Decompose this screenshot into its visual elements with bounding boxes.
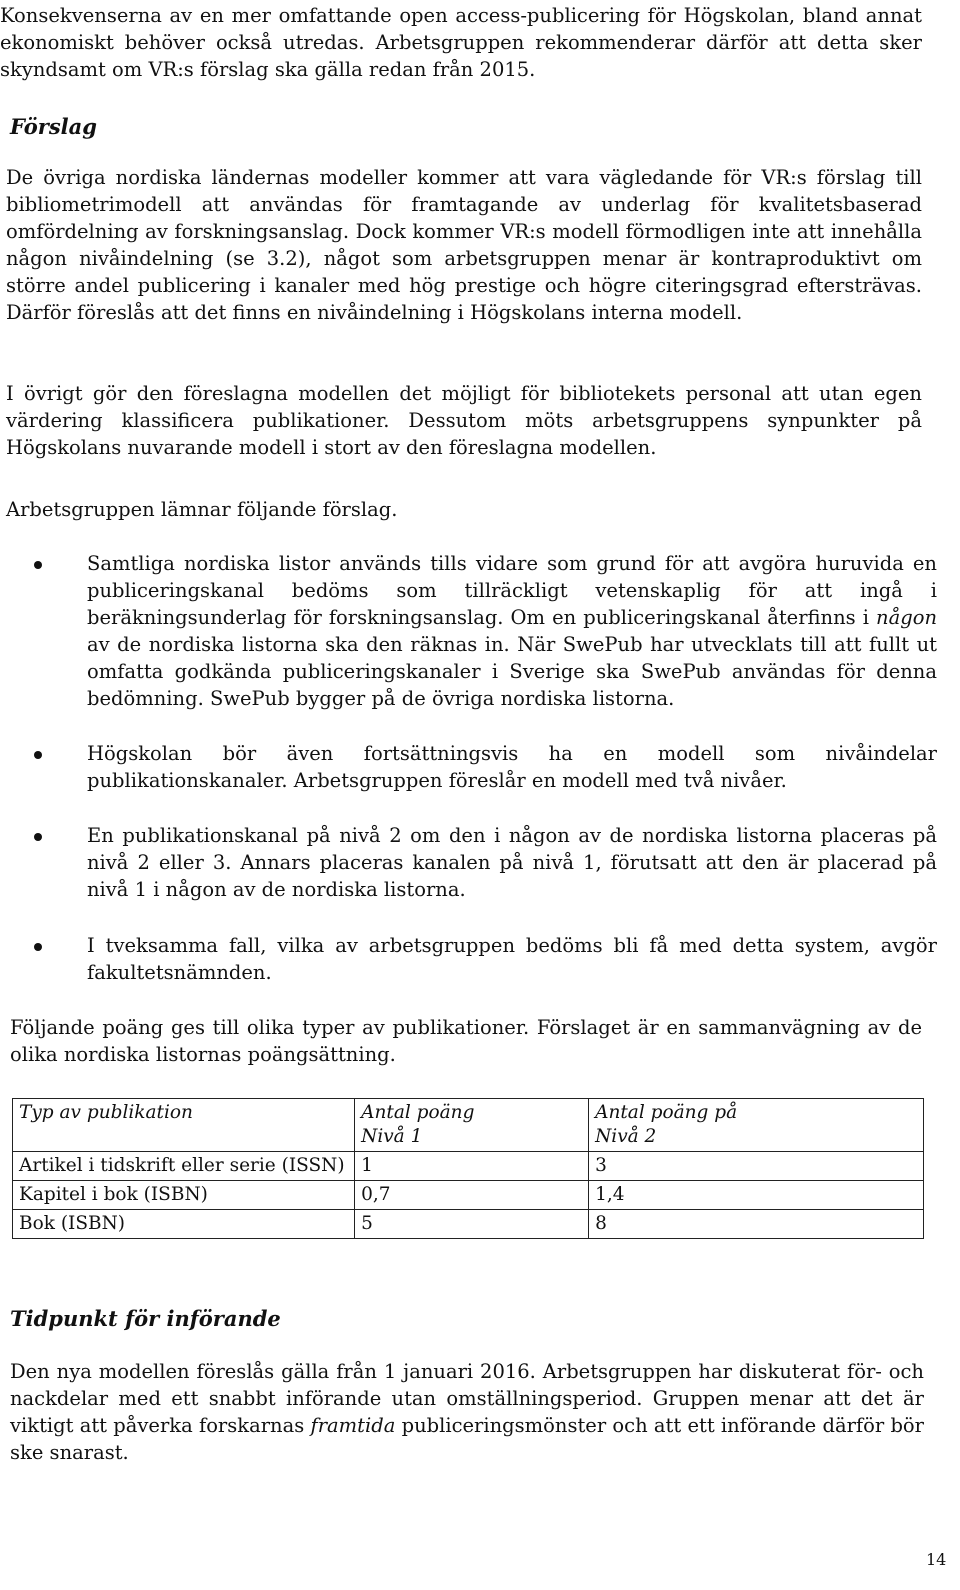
forslag-paragraph-3: Arbetsgruppen lämnar följande förslag. (6, 498, 398, 521)
intro-paragraph: Konsekvenserna av en mer omfattande open access-publicering för Högskolan, bland annat ekonomiskt behöver också utredas. Arbetsgruppen rekommenderar därför att detta sker skyndsamt om VR:s förslag ska gälla redan från 2015. (0, 4, 922, 81)
emphasis-text: framtida (310, 1414, 396, 1437)
section-heading-forslag: Förslag (10, 114, 97, 139)
bullet-icon (34, 751, 42, 759)
table-cell-level-2: 8 (589, 1210, 924, 1239)
emphasis-text: någon (876, 606, 937, 629)
points-table (12, 1098, 924, 1239)
table-cell-level-1: 1 (355, 1152, 589, 1181)
bullet-text: Högskolan bör även fortsättningsvis ha en modell som nivåindelar publikationskanaler. Arbetsgruppen föreslår en modell med två nivåer. (87, 742, 937, 792)
table-row (13, 1152, 924, 1181)
table-cell-level-1: 0,7 (355, 1181, 589, 1210)
points-intro-paragraph: Följande poäng ges till olika typer av publikationer. Förslaget är en sammanvägning av de olika nordiska listornas poängsättning. (10, 1016, 922, 1066)
bullet-text: En publikationskanal på nivå 2 om den i någon av de nordiska listorna placeras på nivå 2 eller 3. Annars placeras kanalen på nivå 1, förutsatt att den är placerad på nivå 1 i någon av de nordiska listorna. (87, 824, 937, 901)
table-row (13, 1181, 924, 1210)
bullet-icon (34, 943, 42, 951)
header-cell-level-2: Antal poäng på Nivå 2 (589, 1099, 924, 1152)
table-cell-level-1: 5 (355, 1210, 589, 1239)
table-cell-type: Kapitel i bok (ISBN) (13, 1181, 355, 1210)
table-cell-level-2: 1,4 (589, 1181, 924, 1210)
bullet-icon (34, 561, 42, 569)
page-number: 14 (926, 1550, 947, 1569)
forslag-paragraph-1: De övriga nordiska ländernas modeller kommer att vara vägledande för VR:s förslag till bibliometrimodell att användas för framtagande av underlag för kvalitetsbaserad omfördelning av forskningsanslag. Dock kommer VR:s modell förmodligen inte att innehålla någon nivåindelning (se 3.2), något som arbetsgruppen menar är kontraproduktivt om större andel publicering i kanaler med hög prestige och högre citeringsgrad eftersträvas. Därför föreslås att det finns en nivåindelning i Högskolans interna modell. (6, 166, 922, 324)
table-cell-type: Bok (ISBN) (13, 1210, 355, 1239)
tidpunkt-paragraph: Den nya modellen föreslås gälla från 1 januari 2016. Arbetsgruppen har diskuterat för- och nackdelar med ett snabbt införande utan omställningsperiod. Gruppen menar att det är viktigt att påverka forskarnas framtida publiceringsmönster och att ett införande därför bör ske snarast. (10, 1360, 924, 1464)
table-cell-level-2: 3 (589, 1152, 924, 1181)
table-header-row (13, 1099, 924, 1152)
bullet-text: I tveksamma fall, vilka av arbetsgruppen bedöms bli få med detta system, avgör fakultetsnämnden. (87, 934, 937, 984)
table-cell-type: Artikel i tidskrift eller serie (ISSN) (13, 1152, 355, 1181)
bullet-text: Samtliga nordiska listor används tills vidare som grund för att avgöra huruvida en publiceringskanal bedöms som tillräckligt vetenskaplig för att ingå i beräkningsunderlag för forskningsanslag. Om en publiceringskanal återfinns i någon av de nordiska listorna ska den räknas in. När SwePub har utvecklats till att fullt ut omfatta godkända publiceringskanaler i Sverige ska SwePub användas för denna bedömning. SwePub bygger på de övriga nordiska listorna. (87, 552, 937, 710)
header-cell-type: Typ av publikation (13, 1099, 355, 1152)
section-heading-tidpunkt: Tidpunkt för införande (10, 1306, 281, 1331)
forslag-paragraph-2: I övrigt gör den föreslagna modellen det möjligt för bibliotekets personal att utan egen värdering klassificera publikationer. Dessutom möts arbetsgruppens synpunkter på Högskolans nuvarande modell i stort av den föreslagna modellen. (6, 382, 922, 459)
table-row (13, 1210, 924, 1239)
header-cell-level-1: Antal poäng Nivå 1 (355, 1099, 589, 1152)
bullet-icon (34, 833, 42, 841)
